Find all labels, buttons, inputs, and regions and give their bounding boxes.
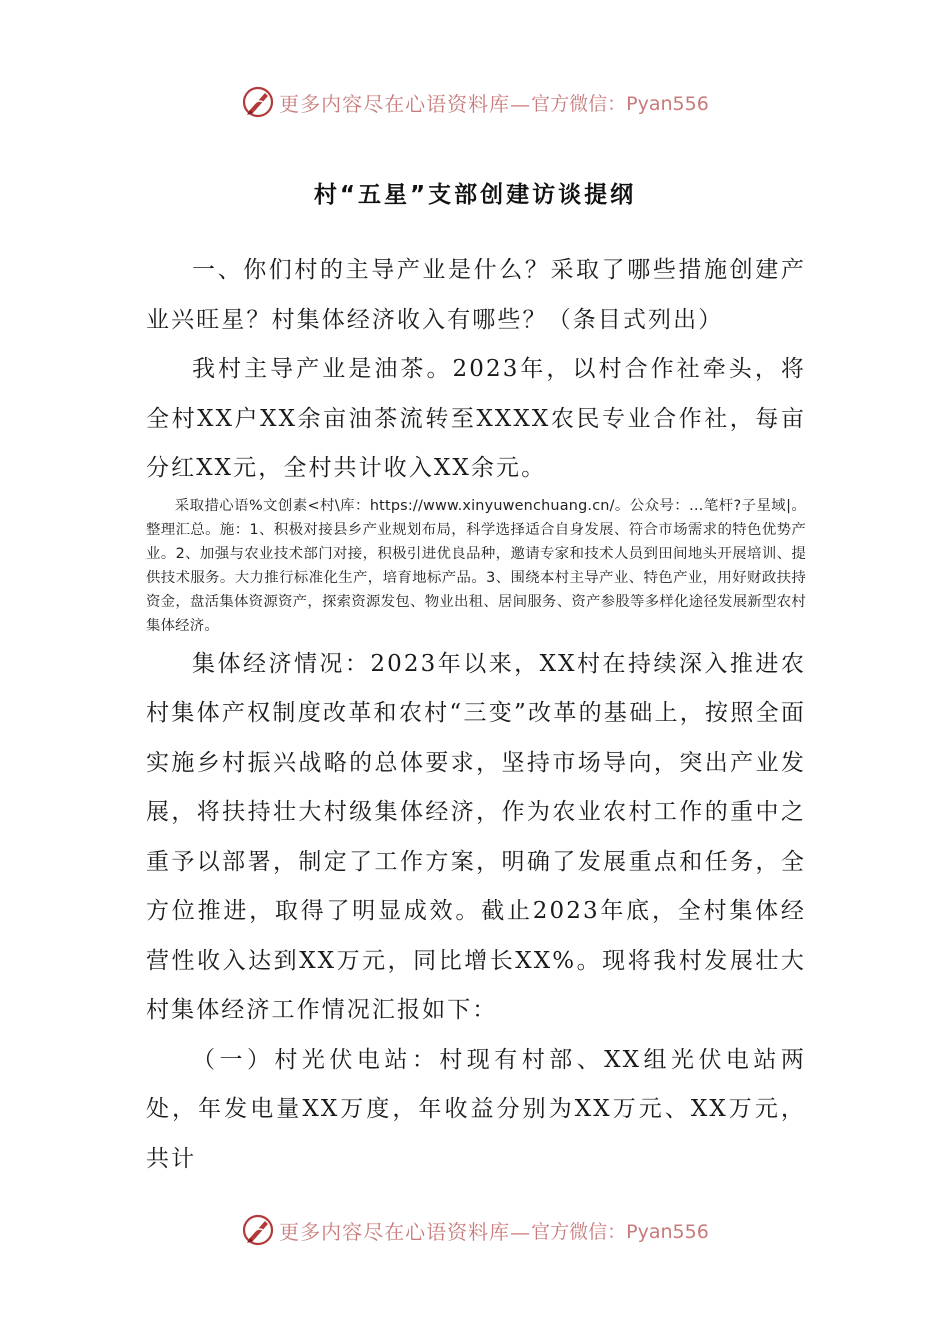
question-1: 一、你们村的主导产业是什么？采取了哪些措施创建产业兴旺星？村集体经济收入有哪些？（条目式列出） xyxy=(146,257,806,333)
measures-paragraph: 采取措心语%文创素<村\库：https://www.xinyuwenchuang.cn/。公众号：…笔杆?子星域|。整理汇总。施：1、积极对接县乡产业规划布局，科学选择适合自身发展、符合市场需求的特色优势产业。2、加强与农业技术部门对接，积极引进优良品种，邀请专家和技术人员到田间地头开展培训、提供技术服务。大力推行标准化生产，培育地标产品。3、围绕本村主导产业、特色产业，用好财政扶持资金，盘活集体资源资产，探索资源发包、物业出租、居间服务、资产参股等多样化途径发展新型农村集体经济。 xyxy=(146,497,806,634)
banner-wechat: 官方微信：Pyan556 xyxy=(531,92,709,115)
item-1-paragraph: （一）村光伏电站：村现有村部、XX组光伏电站两处，年发电量XX万度，年收益分别为XX万元、XX万元，共计 xyxy=(146,1046,806,1172)
footer-banner xyxy=(0,1210,950,1250)
banner-text: 更多内容尽在心语资料库— xyxy=(279,1219,532,1244)
header-banner xyxy=(0,82,950,122)
document-body xyxy=(146,246,806,1184)
pen-logo-icon xyxy=(241,85,275,119)
pen-logo-icon xyxy=(241,1213,275,1247)
banner-wechat: 官方微信：Pyan556 xyxy=(531,1220,709,1243)
document-title: 村“五星”支部创建访谈提纲 xyxy=(313,182,637,208)
collective-economy-paragraph: 集体经济情况：2023年以来，XX村在持续深入推进农村集体产权制度改革和农村“三变”改革的基础上，按照全面实施乡村振兴战略的总体要求，坚持市场导向，突出产业发展，将扶持壮大村级集体经济，作为农业农村工作的重中之重予以部署，制定了工作方案，明确了发展重点和任务，全方位推进，取得了明显成效。截止2023年底，全村集体经营性收入达到XX万元，同比增长XX%。现将我村发展壮大村集体经济工作情况汇报如下： xyxy=(146,650,806,1023)
answer-1: 我村主导产业是油茶。2023年，以村合作社牵头，将全村XX户XX余亩油茶流转至XXXX农民专业合作社，每亩分红XX元，全村共计收入XX余元。 xyxy=(146,356,806,481)
banner-text: 更多内容尽在心语资料库— xyxy=(279,91,532,116)
